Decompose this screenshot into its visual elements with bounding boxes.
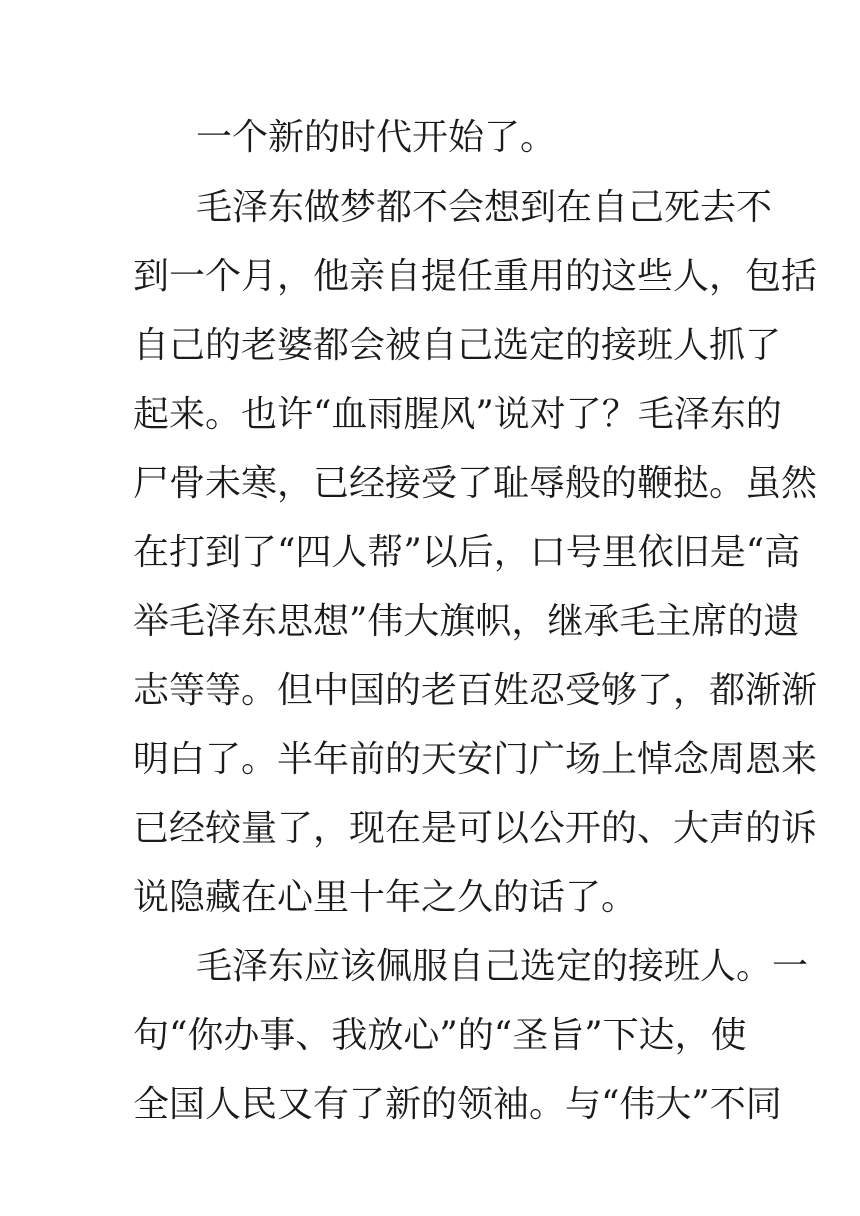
paragraph-3-line-3: 全国人民又有了新的领袖。与“伟大”不同 bbox=[133, 1084, 782, 1125]
paragraph-2-line-4: 起来。也许“血雨腥风”说对了？毛泽东的 bbox=[133, 394, 782, 435]
paragraph-3-line-2: 句“你办事、我放心”的“圣旨”下达，使 bbox=[133, 1015, 747, 1056]
paragraph-2-line-11: 说隐藏在心里十年之久的话了。 bbox=[133, 877, 638, 918]
paragraph-2-line-10: 已经较量了，现在是可以公开的、大声的诉 bbox=[133, 808, 818, 849]
paragraph-1-line-1: 一个新的时代开始了。 bbox=[196, 117, 557, 158]
paragraph-3-line-1: 毛泽东应该佩服自己选定的接班人。一 bbox=[196, 946, 809, 987]
paragraph-2-line-1: 毛泽东做梦都不会想到在自己死去不 bbox=[196, 187, 773, 228]
paragraph-2-line-5: 尸骨未寒，已经接受了耻辱般的鞭挞。虽然 bbox=[133, 463, 818, 504]
paragraph-2-line-3: 自己的老婆都会被自己选定的接班人抓了 bbox=[133, 325, 782, 366]
paragraph-2-line-6: 在打到了“四人帮”以后，口号里依旧是“高 bbox=[133, 532, 801, 573]
paragraph-2-line-7: 举毛泽东思想”伟大旗帜，继承毛主席的遗 bbox=[133, 601, 800, 642]
paragraph-2-line-9: 明白了。半年前的天安门广场上悼念周恩来 bbox=[133, 739, 818, 780]
paragraph-2-line-2: 到一个月，他亲自提任重用的这些人，包括 bbox=[133, 256, 818, 297]
paragraph-2-line-8: 志等等。但中国的老百姓忍受够了，都渐渐 bbox=[133, 670, 818, 711]
